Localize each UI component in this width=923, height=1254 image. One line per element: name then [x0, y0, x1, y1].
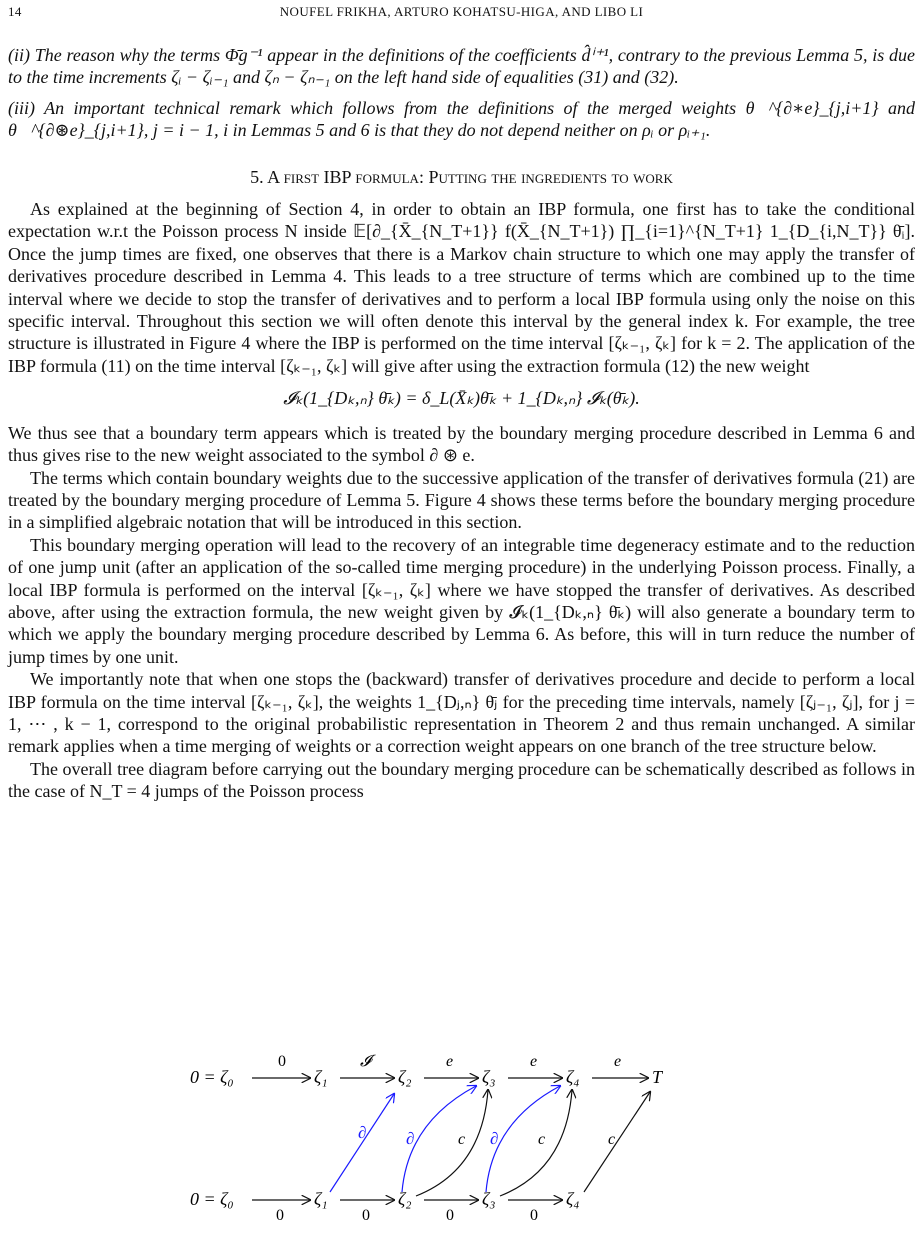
cross-label-5: c [538, 1131, 546, 1148]
remark-ii: (ii) The reason why the terms Φ̄g⁻¹ appear in the definitions of the coefficients d̂ⁱ⁺¹, contrary to the previous Lemma 5, is due to the time increments ζᵢ − ζᵢ₋₁ and ζₙ − ζₙ₋₁ on the left hand side of equalities (31) and (32). [8, 45, 915, 88]
paragraph-2: We thus see that a boundary term appears which is treated by the boundary merging procedure described in Lemma 6 and thus gives rise to the new weight associated to the symbol ∂ ⊛ e. [8, 422, 915, 466]
display-equation: 𝓘ₖ(1_{Dₖ,ₙ} θ̄ₖ) = δ_L(X̄ₖ)θ̄ₖ + 1_{Dₖ,ₙ} 𝓘ₖ(θ̄ₖ). [283, 388, 640, 409]
running-header [8, 4, 915, 24]
paragraph-6: The overall tree diagram before carrying out the boundary merging procedure can be schematically described as follows in the case of N_T = 4 jumps of the Poisson process [8, 758, 915, 802]
bottom-start: 0 = ζ₀ [190, 1189, 234, 1209]
cross-label-4: ∂ [490, 1129, 499, 1148]
paragraph-5: We importantly note that when one stops the (backward) transfer of derivatives procedure and decide to perform a local IBP formula on the time interval [ζₖ₋₁, ζₖ], the weights 1_{Dⱼ,ₙ} θ̄ⱼ for the preceding time intervals, namely [ζⱼ₋₁, ζⱼ], for j = 1, ⋯ , k − 1, correspond to the original probabilistic representation in Theorem 2 and thus remain unchanged. A similar remark applies when a time merging of weights or a correction weight appears on one branch of the tree structure below. [8, 669, 915, 757]
cross-label-2: ∂ [406, 1129, 415, 1148]
top-edge-label-5: e [614, 1053, 622, 1070]
bottom-edge-label-4: 0 [530, 1207, 538, 1224]
correction-edge-2 [500, 1090, 572, 1196]
bottom-edge-label-3: 0 [446, 1207, 454, 1224]
bottom-edge-label-1: 0 [276, 1207, 284, 1224]
top-node-1: ζ₁ [314, 1067, 328, 1087]
partial-edge-1 [330, 1094, 394, 1192]
bottom-node-1: ζ₁ [314, 1189, 328, 1209]
correction-edge-1 [416, 1090, 488, 1196]
top-edge-label-1: 0 [278, 1053, 286, 1070]
bottom-node-3: ζ₃ [482, 1189, 496, 1209]
paragraph-3: The terms which contain boundary weights due to the successive application of the transfer of derivatives formula (21) are treated by the boundary merging procedure of Lemma 5. Figure 4 shows these terms before the boundary merging procedure in a simplified algebraic notation that will be introduced in this section. [8, 467, 915, 533]
section-title: 5. A first IBP formula: Putting the ingredients to work [250, 166, 673, 187]
top-start: 0 = ζ₀ [190, 1067, 234, 1087]
top-edge-label-2: 𝓘 [360, 1053, 371, 1070]
cross-label-1: ∂ [358, 1123, 367, 1142]
tree-diagram [180, 1052, 680, 1232]
paragraph-1: As explained at the beginning of Section 4, in order to obtain an IBP formula, one first has to take the conditional expectation w.r.t the Poisson process N inside 𝔼[∂_{X̄_{N_T+1}} f(X̄_{N_T+1}) ∏_{i=1}^{N_T+1} 1_{D_{i,N_T}} θ̄ᵢ]. Once the jump times are fixed, one observes that there is a Markov chain structure to which one may apply the transfer of derivatives procedure described in Lemma 4. This leads to a tree structure of terms which are combined up to the time interval where we decide to stop the transfer of derivatives and to perform a local IBP formula using only the noise on this specific interval. Throughout this section we will often denote this interval by the general index k. For example, the tree structure is illustrated in Figure 4 where the IBP is performed on the time interval [ζₖ₋₁, ζₖ] for k = 2. The application of the IBP formula (11) on the time interval [ζₖ₋₁, ζₖ] will give after using the extraction formula (12) the new weight [8, 199, 915, 376]
page-number: 14 [8, 4, 22, 19]
running-title: NOUFEL FRIKHA, ARTURO KOHATSU-HIGA, AND LIBO LI [279, 4, 644, 19]
cross-label-3: c [458, 1131, 466, 1148]
paper-body [8, 44, 915, 803]
top-node-T: T [652, 1067, 663, 1087]
bottom-node-4: ζ₄ [566, 1189, 580, 1209]
remark-iii: (iii) An important technical remark which follows from the definitions of the merged weights θ⃖^{∂∗e}_{j,i+1} and θ⃖^{∂⊛e}_{j,i+1}, j = i − 1, i in Lemmas 5 and 6 is that they do not depend neither on ρᵢ or ρᵢ₊₁. [8, 97, 915, 141]
top-node-2: ζ₂ [398, 1067, 412, 1087]
top-edge-label-3: e [446, 1053, 454, 1070]
top-node-4: ζ₄ [566, 1067, 580, 1087]
bottom-edge-label-2: 0 [362, 1207, 370, 1224]
correction-edge-3 [584, 1092, 650, 1192]
paragraph-4: This boundary merging operation will lead to the recovery of an integrable time degeneracy estimate and to the reduction of one jump unit (after an application of the so-called time merging procedure) in the underlying Poisson process. Finally, a local IBP formula is performed on the interval [ζₖ₋₁, ζₖ] where we have stopped the transfer of derivatives. As described above, after using the extraction formula, the new weight given by 𝓘ₖ(1_{Dₖ,ₙ} θ̄ₖ) will also generate a boundary term to which we apply the boundary merging procedure described by Lemma 6. As before, this will in turn reduce the number of jump times by one unit. [8, 534, 915, 667]
top-edge-label-4: e [530, 1053, 538, 1070]
top-node-3: ζ₃ [482, 1067, 496, 1087]
bottom-node-2: ζ₂ [398, 1189, 412, 1209]
cross-label-6: c [608, 1131, 616, 1148]
